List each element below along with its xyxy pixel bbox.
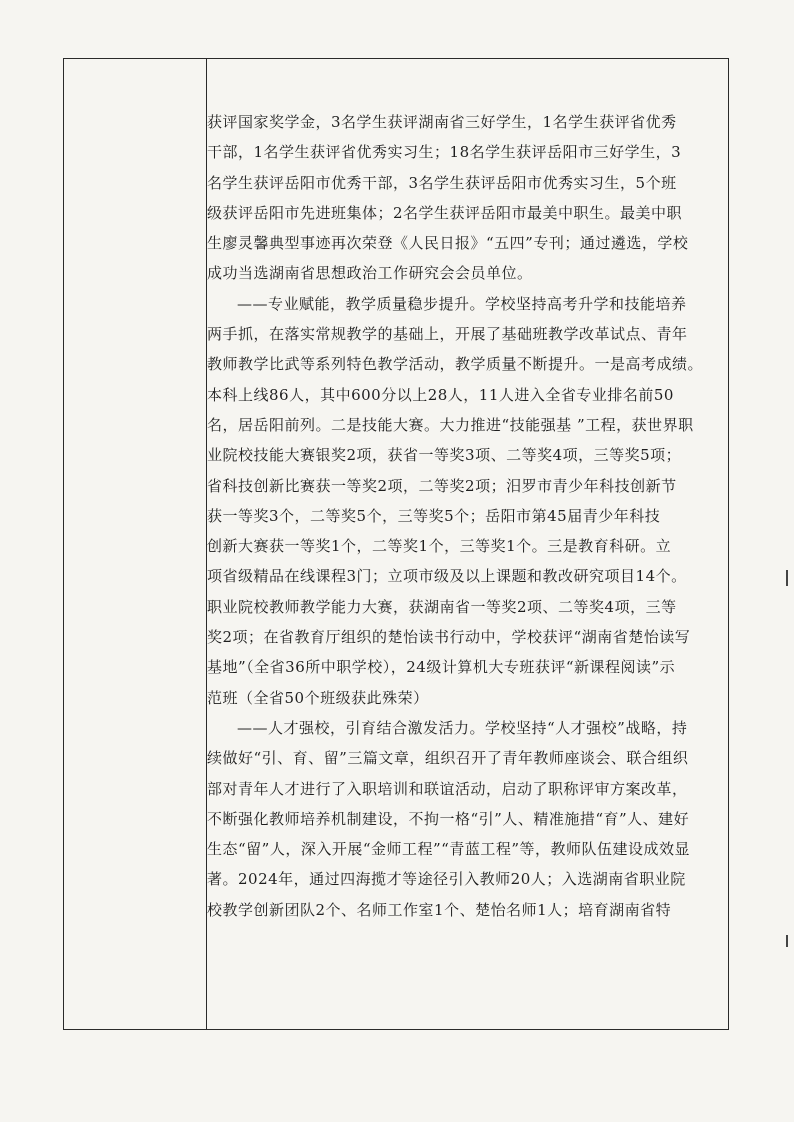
scan-mark bbox=[786, 570, 788, 586]
text-line: 两手抓，在落实常规教学的基础上，开展了基础班教学改革试点、青年 bbox=[207, 325, 688, 344]
text-line: 名学生获评岳阳市优秀干部，3名学生获评岳阳市优秀实习生，5个班 bbox=[207, 173, 677, 192]
text-line: 教师教学比武等系列特色教学活动，教学质量不断提升。一是高考成绩。 bbox=[207, 355, 704, 374]
table-frame bbox=[63, 58, 729, 1030]
text-line: 干部，1名学生获评省优秀实习生；18名学生获评岳阳市三好学生，3 bbox=[207, 143, 682, 162]
text-line: 业院校技能大赛银奖2项，获省一等奖3项、二等奖4项，三等奖5项； bbox=[207, 446, 682, 465]
text-line: 获评国家奖学金，3名学生获评湖南省三好学生，1名学生获评省优秀 bbox=[207, 113, 677, 131]
text-line: 成功当选湖南省思想政治工作研究会会员单位。 bbox=[207, 264, 533, 283]
text-line: 项省级精品在线课程3门；立项市级及以上课题和教改研究项目14个。 bbox=[207, 567, 687, 586]
text-line: 奖2项；在省教育厅组织的楚怡读书行动中，学校获评“湖南省楚怡读写 bbox=[207, 628, 691, 647]
text-line: 本科上线86人，其中600分以上28人，11人进入全省专业排名前50 bbox=[207, 385, 674, 404]
text-line: ——专业赋能，教学质量稳步提升。学校坚持高考升学和技能培养 bbox=[237, 294, 687, 313]
text-line: 范班（全省50个班级获此殊荣） bbox=[207, 688, 429, 707]
text-line: ——人才强校，引育结合激发活力。学校坚持“人才强校”战略，持 bbox=[237, 718, 688, 737]
text-line: 不断强化教师培养机制建设，不拘一格“引”人、精准施措“育”人、建好 bbox=[207, 809, 690, 828]
text-line: 部对青年人才进行了入职培训和联谊活动，启动了职称评审方案改革， bbox=[207, 779, 688, 798]
report-body-text bbox=[207, 107, 727, 925]
text-line: 创新大赛获一等奖1个，二等奖1个，三等奖1个。三是教育科研。立 bbox=[207, 537, 672, 556]
scan-mark bbox=[786, 935, 788, 947]
text-line: 省科技创新比赛获一等奖2项，二等奖2项；汨罗市青少年科技创新节 bbox=[207, 476, 677, 495]
text-line: 续做好“引、育、留”三篇文章，组织召开了青年教师座谈会、联合组织 bbox=[207, 749, 689, 768]
text-line: 校教学创新团队2个、名师工作室1个、楚怡名师1人；培育湖南省特 bbox=[207, 900, 672, 919]
text-line: 基地”（全省36所中职学校），24级计算机大专班获评“新课程阅读”示 bbox=[207, 658, 676, 677]
text-line: 著。2024年，通过四海揽才等途径引入教师20人；入选湖南省职业院 bbox=[207, 870, 686, 889]
text-line: 职业院校教师教学能力大赛，获湖南省一等奖2项、二等奖4项，三等 bbox=[207, 597, 677, 616]
text-line: 生态“留”人，深入开展“金师工程”“青蓝工程”等，教师队伍建设成效显 bbox=[207, 840, 691, 859]
text-line: 生廖灵馨典型事迹再次荣登《人民日报》“五四”专刊；通过遴选，学校 bbox=[207, 234, 689, 253]
text-line: 名，居岳阳前列。二是技能大赛。大力推进“技能强基 ”工程，获世界职 bbox=[207, 415, 694, 434]
text-line: 级获评岳阳市先进班集体；2名学生获评岳阳市最美中职生。最美中职 bbox=[207, 203, 683, 222]
text-line: 获一等奖3个，二等奖5个，三等奖5个；岳阳市第45届青少年科技 bbox=[207, 506, 661, 525]
